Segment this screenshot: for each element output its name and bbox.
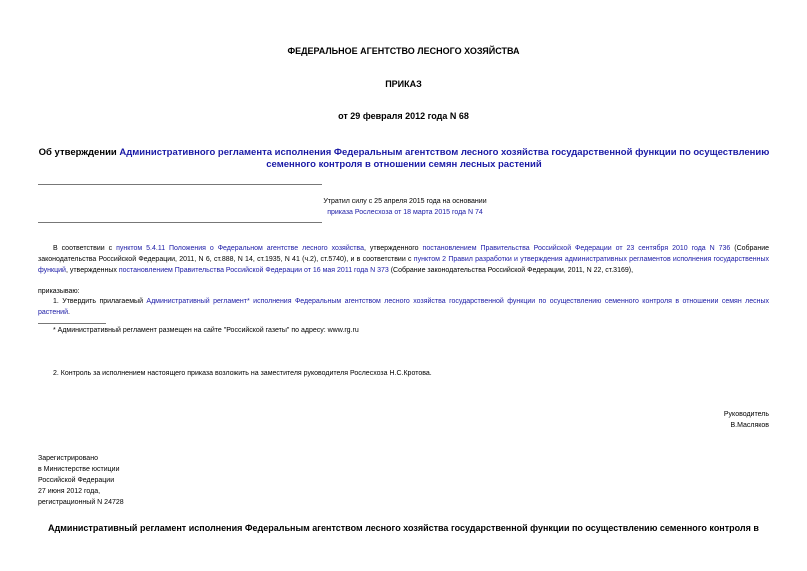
footnote: * Административный регламент размещен на сайте "Российской газеты" по адресу: www.rg.ru	[53, 327, 359, 334]
doc-type-heading: ПРИКАЗ	[385, 79, 422, 89]
preamble-text: , утвержденных	[65, 267, 119, 274]
regulation-heading: Административный регламент исполнения Федеральным агентством лесного хозяйства государственной функции по осуществлению семенного контроля в	[48, 523, 759, 533]
document-title	[38, 147, 770, 171]
regulation-title-link[interactable]: Административного регламента исполнения Федеральным агентством лесного хозяйства государственной функции по осуществлению семенного контроля в отношении семян лесных растений	[119, 147, 770, 170]
order-item-2: 2. Контроль за исполнением настоящего приказа возложить на заместителя руководителя Рослесхоза Н.С.Кротова.	[53, 370, 432, 377]
registration-block	[38, 453, 124, 508]
regulation-link[interactable]: Административный регламент* исполнения Федеральным агентством лесного хозяйства государственной функции по осуществлению семенного контроля в отношении семян лесных растений	[38, 298, 769, 316]
status-note	[300, 196, 510, 218]
divider-top	[38, 184, 322, 185]
preamble-paragraph	[38, 243, 769, 276]
title-prefix: Об утверждении	[38, 147, 120, 158]
preamble-text: , утвержденного	[363, 245, 423, 252]
signature-name: В.Масляков	[730, 422, 769, 429]
registration-line: Российской Федерации	[38, 477, 115, 484]
signature-block	[724, 409, 769, 431]
divider-bottom	[38, 222, 322, 223]
rules-clause-link[interactable]: пунктом 2 Правил разработки и утверждения административных регламентов исполнения государственных функций	[38, 256, 769, 274]
order-item-1	[38, 296, 769, 318]
preamble-text: (Собрание законодательства Российской Федерации, 2011, N 6, ст.888, N 14, ст.1935, N 41 (ч.2), ст.5740), и в соответствии с	[38, 245, 769, 263]
order-word: приказываю:	[38, 288, 80, 295]
footnote-divider	[38, 323, 106, 324]
agency-heading: ФЕДЕРАЛЬНОЕ АГЕНТСТВО ЛЕСНОГО ХОЗЯЙСТВА	[287, 46, 520, 56]
resolution-736-link[interactable]: постановлением Правительства Российской Федерации от 23 сентября 2010 года N 736	[422, 245, 731, 252]
registration-line: Зарегистрировано	[38, 455, 98, 462]
signature-position: Руководитель	[723, 411, 769, 418]
preamble-text: (Собрание законодательства Российской Федерации, 2011, N 22, ст.3169),	[388, 267, 634, 274]
preamble-text: В соответствии с	[53, 245, 117, 252]
registration-line: в Министерстве юстиции	[38, 466, 120, 473]
registration-line: регистрационный N 24728	[38, 499, 124, 506]
registration-line: 27 июня 2012 года,	[38, 488, 101, 495]
status-text: Утратил силу с 25 апреля 2015 года на основании	[323, 198, 487, 205]
item1-text: .	[68, 309, 70, 316]
date-heading: от 29 февраля 2012 года N 68	[338, 111, 469, 121]
item1-text: 1. Утвердить прилагаемый	[53, 298, 147, 305]
regulation-clause-link[interactable]: пунктом 5.4.11 Положения о Федеральном агентстве лесного хозяйства	[116, 245, 364, 252]
repeal-order-link[interactable]: приказа Рослесхоза от 18 марта 2015 года N 74	[327, 209, 483, 216]
resolution-373-link[interactable]: постановлением Правительства Российской Федерации от 16 мая 2011 года N 373	[118, 267, 389, 274]
